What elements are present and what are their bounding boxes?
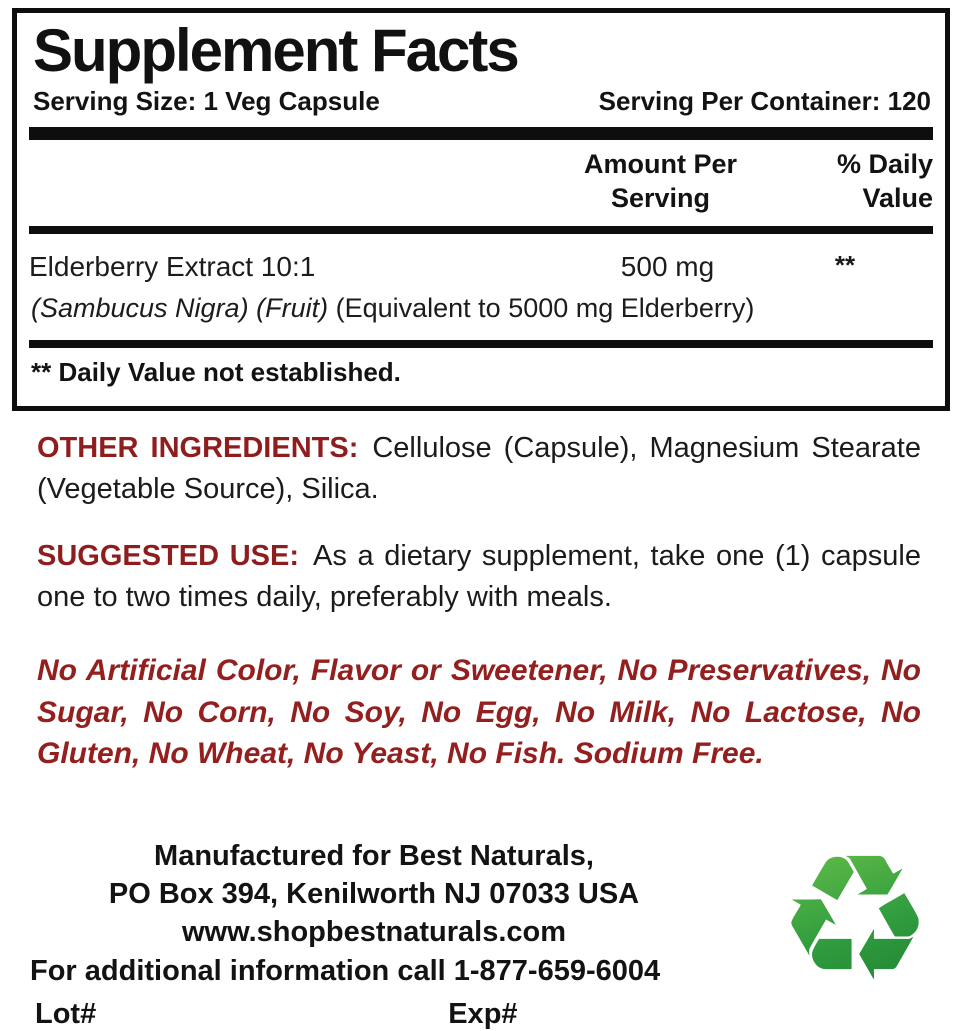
header-amount-line1: Amount Per xyxy=(583,149,737,179)
address-line: PO Box 394, Kenilworth NJ 07033 USA xyxy=(108,877,640,910)
header-dv-line2: Value xyxy=(862,182,933,213)
panel-title: Supplement Facts xyxy=(33,17,518,84)
botanical-name: (Sambucus Nigra) xyxy=(31,293,249,324)
header-amount-line2: Serving xyxy=(610,182,711,213)
divider-medium xyxy=(29,226,933,234)
ingredient-detail xyxy=(29,285,933,340)
other-ingredients-label: OTHER INGREDIENTS: xyxy=(37,432,359,464)
supplement-facts-panel xyxy=(12,8,950,411)
ingredient-name: Elderberry Extract 10:1 xyxy=(29,250,316,282)
other-ingredients-paragraph xyxy=(37,428,921,509)
suggested-use-text: As a dietary supplement, take one (1) capsule one to two times daily, preferably with meals. xyxy=(37,540,921,613)
header-daily-value xyxy=(778,148,933,216)
website-line: www.shopbestnaturals.com xyxy=(181,915,567,948)
ingredient-daily-value: ** xyxy=(834,249,856,280)
header-dv-line1: % Daily xyxy=(836,149,933,179)
header-amount-per-serving xyxy=(543,148,778,216)
divider-medium-2 xyxy=(29,340,933,348)
label-body xyxy=(37,428,921,802)
column-headers xyxy=(29,140,933,226)
servings-per-container: Serving Per Container: 120 xyxy=(598,86,931,116)
suggested-use-label: SUGGESTED USE: xyxy=(37,540,299,573)
daily-value-footnote: ** Daily Value not established. xyxy=(31,357,401,388)
lot-exp-row xyxy=(30,998,718,1031)
manufacturer-footer xyxy=(30,838,718,1031)
manufactured-for-line: Manufactured for Best Naturals, xyxy=(154,840,594,872)
serving-row xyxy=(29,84,933,127)
plant-part: (Fruit) xyxy=(256,293,329,324)
serving-size: Serving Size: 1 Veg Capsule xyxy=(33,86,380,116)
lot-label: Lot# xyxy=(35,997,97,1030)
exp-label: Exp# xyxy=(448,997,518,1030)
suggested-use-paragraph xyxy=(37,536,921,617)
recycle-icon: ♻ xyxy=(749,822,961,1017)
ingredient-amount: 500 mg xyxy=(620,250,715,282)
allergen-claims: No Artificial Color, Flavor or Sweetener, No Preservatives, No Sugar, No Corn, No Soy, No Egg, No Milk, No Lactose, No Gluten, No Wheat, No Yeast, No Fish. Sodium Free. xyxy=(37,654,921,771)
equivalence-note: (Equivalent to 5000 mg Elderberry) xyxy=(335,293,755,324)
divider-thick xyxy=(29,127,933,140)
ingredient-row xyxy=(29,234,933,286)
other-ingredients-text: Cellulose (Capsule), Magnesium Stearate (Vegetable Source), Silica. xyxy=(37,432,921,505)
phone-line: For additional information call 1-877-659-6004 xyxy=(30,954,661,987)
